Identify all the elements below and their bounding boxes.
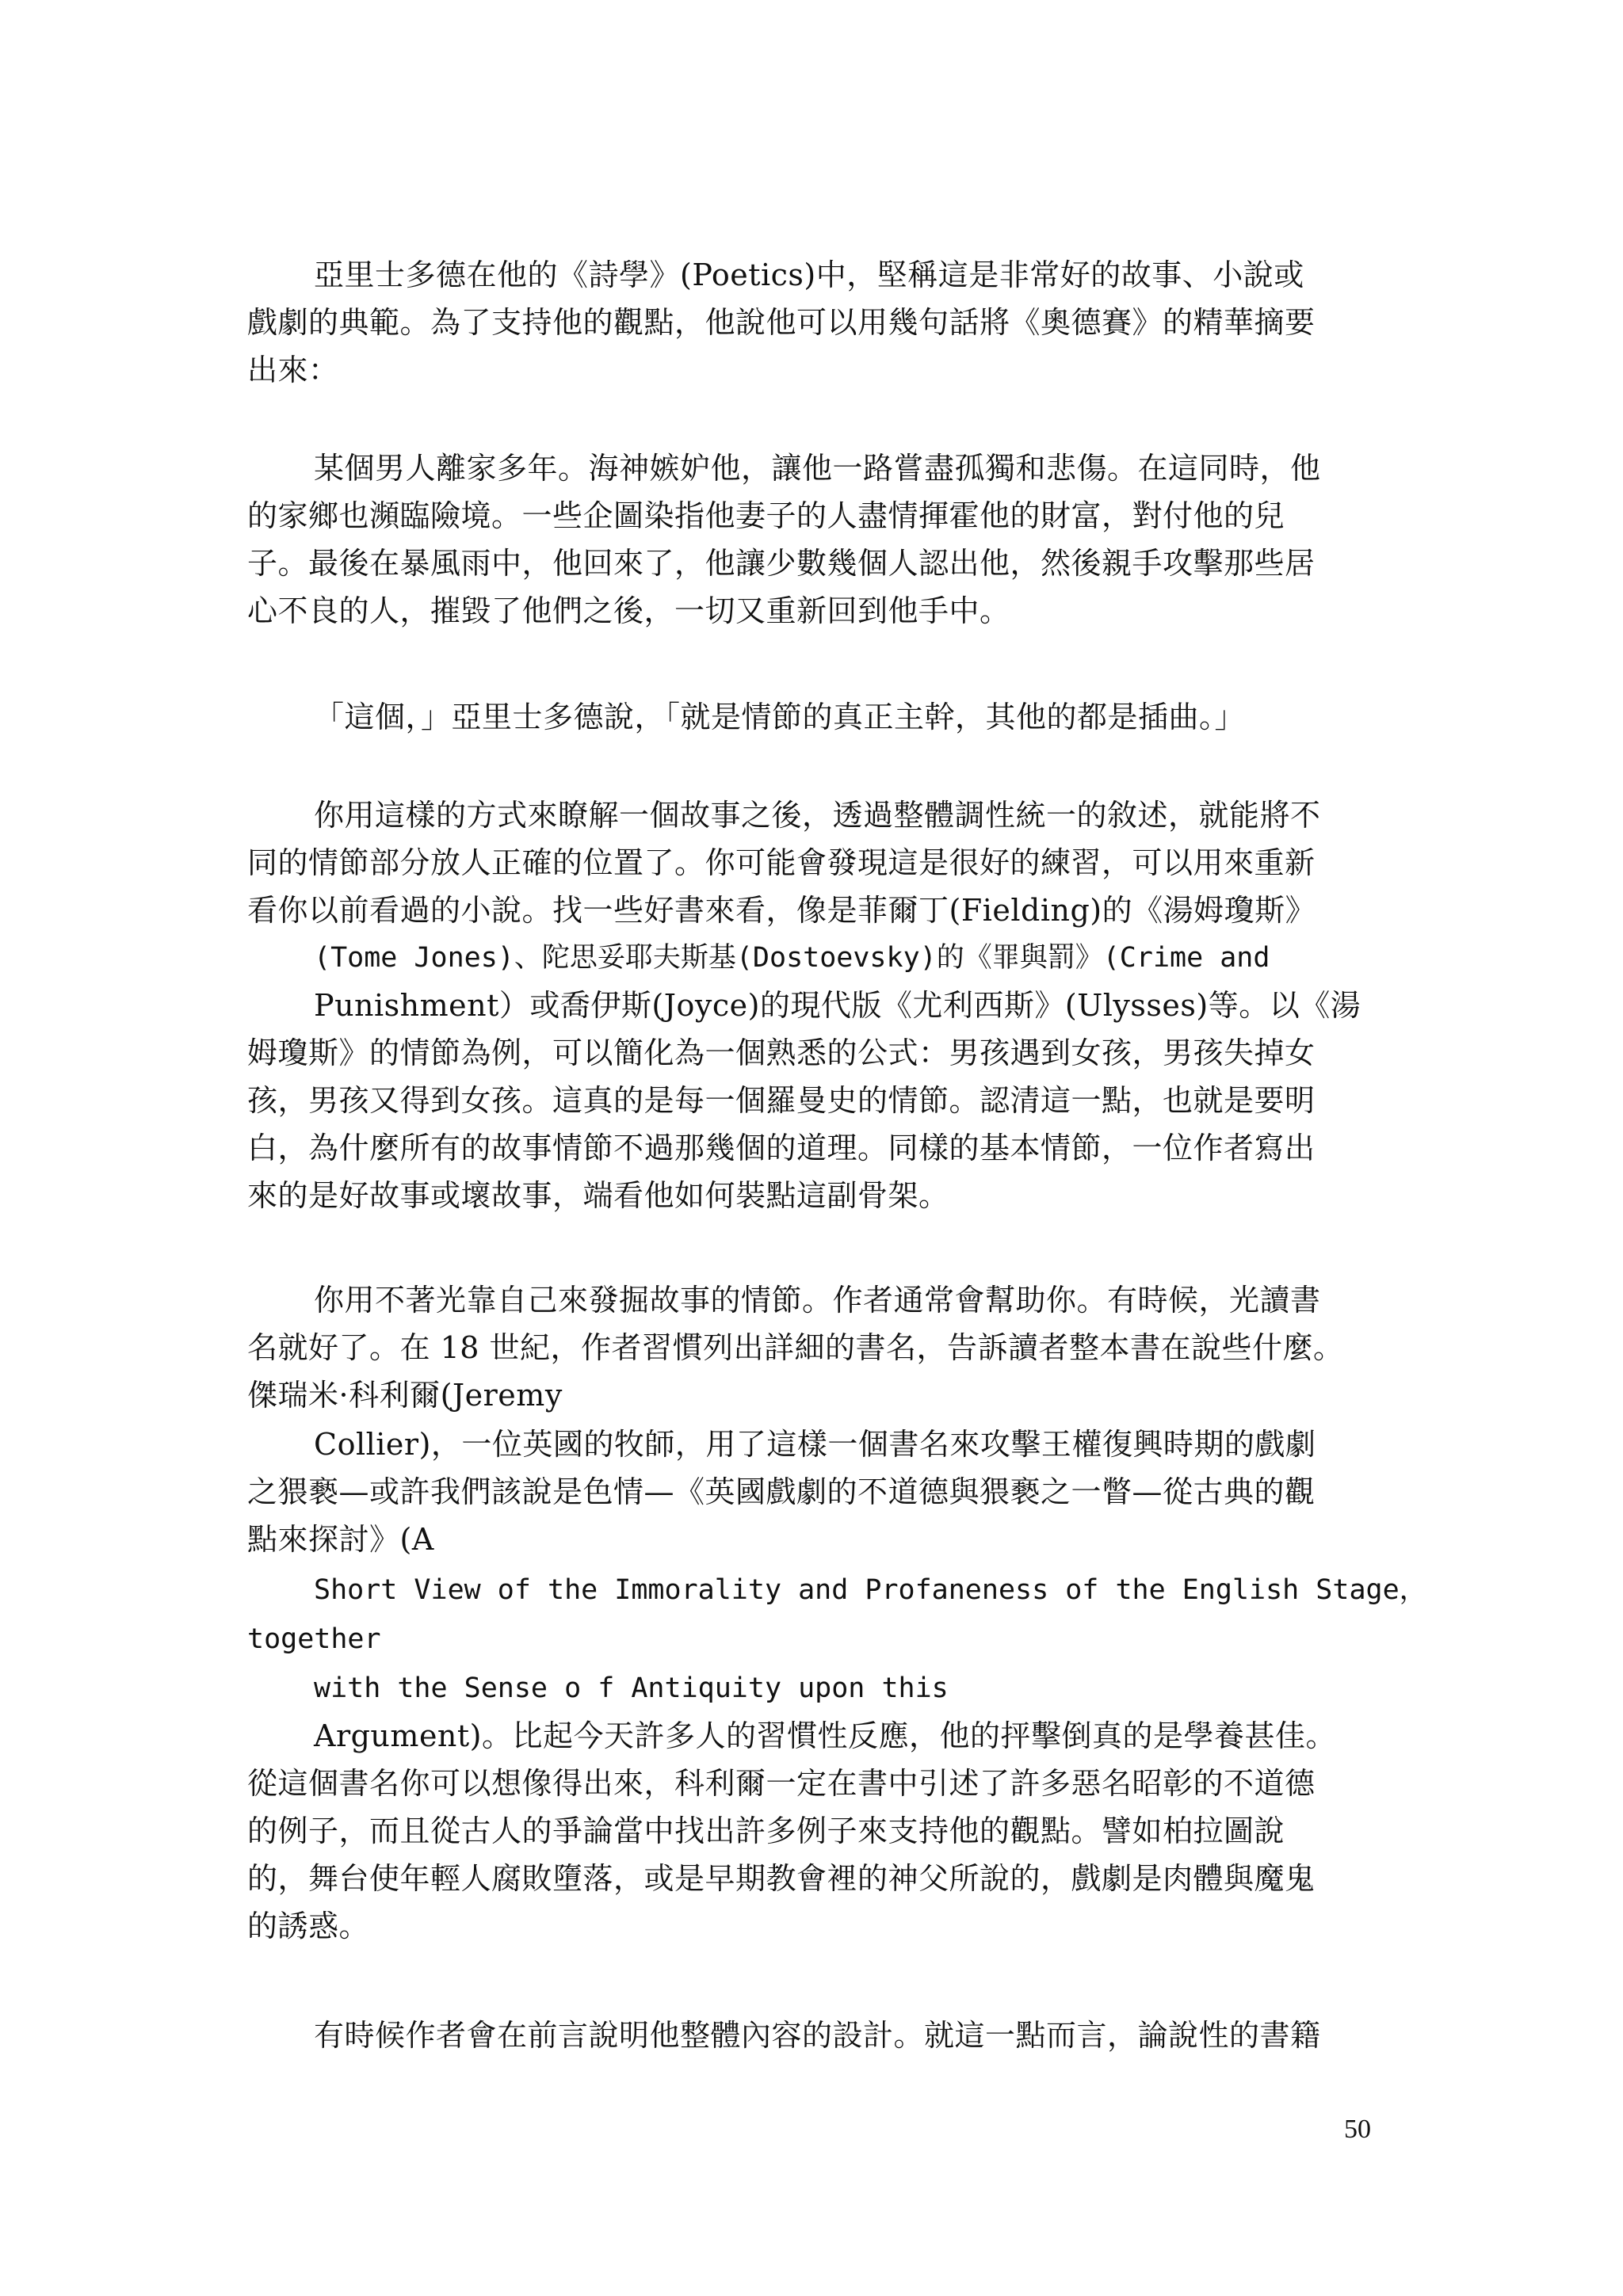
text-line: Punishment）或喬伊斯(Joyce)的現代版《尤利西斯》(Ulysses)等。以《湯 [314, 988, 1361, 1023]
text-line: Short View of the Immorality and Profaneness of the English Stage， [314, 1574, 1427, 1606]
text-line: Collier)，一位英國的牧師，用了這樣一個書名來攻擊王權復興時期的戲劇 [314, 1427, 1316, 1462]
text-line: 你用這樣的方式來瞭解一個故事之後，透過整體調性統一的敘述，就能將不 [314, 798, 1321, 833]
text-line: 的例子，而且從古人的爭論當中找出許多例子來支持他的觀點。譬如柏拉圖說 [247, 1814, 1285, 1848]
text-line: 白，為什麼所有的故事情節不過那幾個的道理。同樣的基本情節，一位作者寫出 [247, 1131, 1316, 1165]
text-line: 某個男人離家多年。海神嫉妒他，讓他一路嘗盡孤獨和悲傷。在這同時，他 [314, 451, 1321, 486]
text-line: with the Sense o f Antiquity upon this [314, 1672, 949, 1704]
text-line: 孩，男孩又得到女孩。這真的是每一個羅曼史的情節。認清這一點，也就是要明 [247, 1083, 1316, 1118]
text-line: 的家鄉也瀕臨險境。一些企圖染指他妻子的人盡情揮霍他的財富，對付他的兒 [247, 498, 1285, 533]
text-line: 戲劇的典範。為了支持他的觀點，他說他可以用幾句話將《奧德賽》的精華摘要 [247, 305, 1316, 340]
text-line: 心不良的人，摧毀了他們之後，一切又重新回到他手中。 [247, 593, 1010, 628]
text-line: 點來探討》(A [247, 1522, 434, 1557]
text-line: 姆瓊斯》的情節為例，可以簡化為一個熟悉的公式：男孩遇到女孩，男孩失掉女 [247, 1035, 1316, 1070]
text-line: 的誘惑。 [247, 1909, 370, 1943]
text-line: 子。最後在暴風雨中，他回來了，他讓少數幾個人認出他，然後親手攻擊那些居 [247, 546, 1316, 581]
text-line: 之猥褻—或許我們該說是色情—《英國戲劇的不道德與猥褻之一瞥—從古典的觀 [247, 1474, 1316, 1509]
text-line: 有時候作者會在前言說明他整體內容的設計。就這一點而言，論說性的書籍 [314, 2018, 1321, 2053]
text-line: 傑瑞米·科利爾(Jeremy [247, 1378, 563, 1413]
text-line: 的，舞台使年輕人腐敗墮落，或是早期教會裡的神父所說的，戲劇是肉體與魔鬼 [247, 1861, 1316, 1896]
text-line: together [247, 1623, 381, 1655]
text-line: 亞里士多德在他的《詩學》(Poetics)中，堅稱這是非常好的故事、小說或 [314, 257, 1304, 292]
text-line: 你用不著光靠自己來發掘故事的情節。作者通常會幫助你。有時候，光讀書 [314, 1283, 1321, 1318]
text-line: Argument)。比起今天許多人的習慣性反應，他的抨擊倒真的是學養甚佳。 [314, 1718, 1336, 1753]
text-line: 「這個，」亞里士多德說，「就是情節的真正主幹，其他的都是插曲。」 [314, 700, 1246, 734]
text-line: 從這個書名你可以想像得出來，科利爾一定在書中引述了許多惡名昭彰的不道德 [247, 1766, 1316, 1801]
text-line: 來的是好故事或壞故事，端看他如何裝點這副骨架。 [247, 1178, 949, 1213]
text-line: (Tome Jones)、陀思妥耶夫斯基(Dostoevsky)的《罪與罰》(Crime and [314, 942, 1270, 974]
text-line: 同的情節部分放人正確的位置了。你可能會發現這是很好的練習，可以用來重新 [247, 845, 1316, 880]
text-line: 出來： [247, 353, 339, 387]
page-number: 50 [1344, 2115, 1371, 2144]
text-line: 名就好了。在 18 世紀，作者習慣列出詳細的書名，告訴讀者整本書在說些什麼。 [247, 1330, 1344, 1365]
text-line: 看你以前看過的小說。找一些好書來看，像是菲爾丁(Fielding)的《湯姆瓊斯》 [247, 893, 1316, 928]
